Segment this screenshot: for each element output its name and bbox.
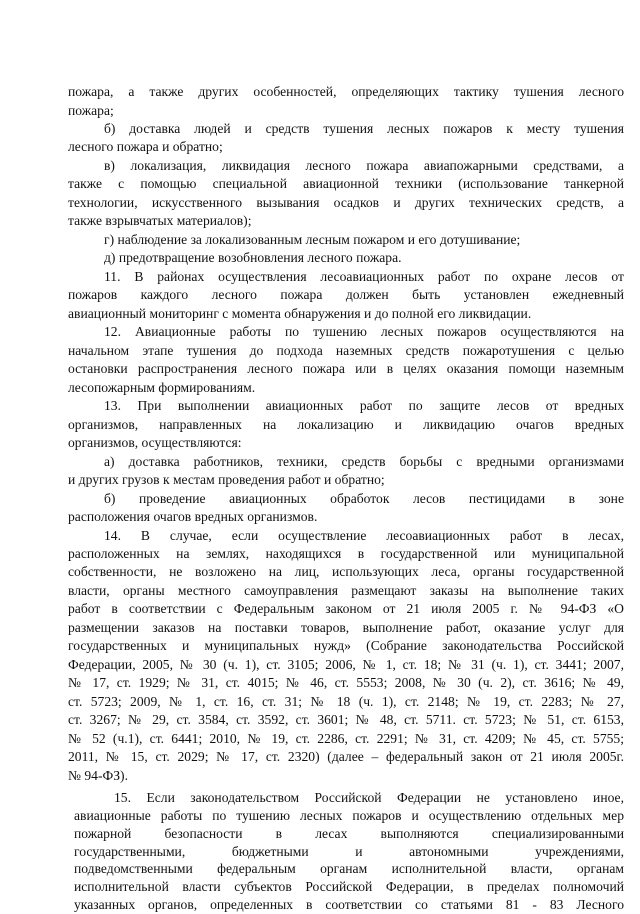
text-line: 2011, № 15, ст. 2029; № 17, ст. 2320) (далее – федеральный закон от 21 июля 2005г. (68, 749, 624, 765)
list-item-line: б) доставка людей и средств тушения лесных пожаров к месту тушения (104, 121, 624, 136)
text-line: ст. 5723; 2009, № 1, ст. 16, ст. 31; № 18 (ч. 1), ст. 2148; № 19, ст. 2283; № 27, (68, 693, 624, 709)
text-line: подведомственными федеральным органам исполнительной власти, органам (74, 861, 624, 877)
text-line: государственных и муниципальных нужд» (Собрание законодательства Российской (68, 638, 624, 654)
text-line: размещении заказов на поставки товаров, выполнение работ, оказание услуг для (68, 619, 624, 635)
clause-15-line: 15. Если законодательством Российской Федерации не установлено иное, (114, 790, 624, 806)
text-line: также взрывчатых материалов); (68, 213, 252, 229)
text-line: работ в соответствии с Федеральным законом от 21 июля 2005 г. № 94-ФЗ «О (68, 601, 624, 617)
text-line: и других грузов к местам проведения работ и обратно; (68, 472, 385, 487)
text-line: расположенных на землях, находящихся в государственной или муниципальной (68, 545, 624, 561)
text-line: № 52 (ч.1), ст. 6441; 2010, № 19, ст. 2286, ст. 2291; № 31, ст. 4209; № 45, ст. 5755; (68, 730, 624, 746)
list-item-line: б) проведение авиационных обработок лесов пестицидами в зоне (104, 490, 624, 506)
text-line: начальном этапе тушения до подхода наземных средств пожаротушения с целью (68, 342, 624, 358)
text-line: пожара, а также других особенностей, определяющих тактику тушения лесного (68, 84, 624, 99)
list-item-line: г) наблюдение за локализованным лесным пожаром и его дотушивание; (104, 231, 521, 247)
text-line: № 94-ФЗ). (68, 767, 128, 783)
text-line: остановки распространения лесного пожара или в целях оказания помощи наземным (68, 361, 624, 377)
list-item-line: в) локализация, ликвидация лесного пожара авиапожарными средствами, а (104, 157, 624, 173)
text-line: исполнительной власти субъектов Российской Федерации, в пределах полномочий (74, 879, 624, 895)
text-line: пожарной безопасности в лесах выполняются специализированными (74, 825, 624, 841)
clause-14-line: 14. В случае, если осуществление лесоавиационных работ в лесах, (104, 527, 624, 543)
text-line: авиационные работы по тушению лесных пожаров и осуществлению отдельных мер (74, 807, 624, 823)
text-line: лесного пожара и обратно; (68, 139, 223, 155)
text-line: пожара; (68, 102, 114, 118)
list-item-line: д) предотвращение возобновления лесного пожара. (104, 250, 402, 266)
text-line: авиационный мониторинг с момента обнаружения и до полной его ликвидации. (68, 305, 532, 321)
text-line: № 17, ст. 1929; № 31, ст. 4015; № 46, ст. 5553; 2008, № 30 (ч. 2), ст. 3616; № 49, (68, 675, 624, 691)
clause-12-line: 12. Авиационные работы по тушению лесных пожаров осуществляются на (104, 324, 624, 340)
text-line: также с помощью специальной авиационной техники (использование танкерной (68, 176, 624, 192)
text-line: расположения очагов вредных организмов. (68, 509, 318, 524)
list-item-line: а) доставка работников, техники, средств борьбы с вредными организмами (104, 453, 624, 469)
text-line: указанных органов, определенных в соответствии со статьями 81 - 83 Лесного (74, 897, 624, 912)
text-line: технологии, искусственного вызывания осадков и других технических средств, а (68, 194, 624, 210)
text-line: организмов, направленных на локализацию и ликвидацию очагов вредных (68, 416, 624, 432)
text-line: лесопожарным формированиям. (68, 379, 256, 395)
clause-13-line: 13. При выполнении авиационных работ по защите лесов от вредных (104, 398, 624, 414)
text-line: организмов, осуществляются: (68, 435, 242, 451)
text-line: власти, органы местного самоуправления размещают заказы на выполнение таких (68, 582, 624, 598)
text-line: государственными, бюджетными и автономными учреждениями, (74, 843, 624, 859)
text-line: ст. 3267; № 29, ст. 3584, ст. 3592, ст. 3601; № 48, ст. 5711. ст. 5723; № 51, ст. 6153, (68, 712, 624, 728)
text-line: пожаров каждого лесного пожара должен быть установлен ежедневный (68, 287, 624, 303)
text-line: Федерации, 2005, № 30 (ч. 1), ст. 3105; 2006, № 1, ст. 18; № 31 (ч. 1), ст. 3441; 2007, (68, 656, 624, 672)
text-line: собственности, не возложено на лиц, использующих леса, органы государственной (68, 564, 624, 580)
clause-11-line: 11. В районах осуществления лесоавиационных работ по охране лесов от (104, 268, 624, 284)
